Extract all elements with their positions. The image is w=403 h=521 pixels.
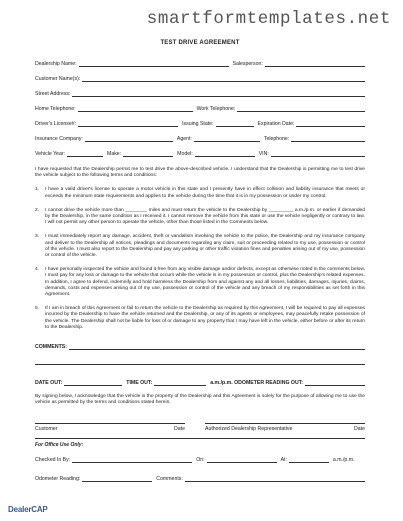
drivers-license-field[interactable] <box>78 121 178 127</box>
vin-label: VIN: <box>258 151 269 157</box>
term-item-1 <box>35 187 365 199</box>
date-out-field[interactable] <box>64 380 122 386</box>
row-license <box>35 112 365 127</box>
signature-row <box>35 418 365 432</box>
customer-signature-field[interactable] <box>35 418 185 424</box>
customer-label: Customer <box>35 426 58 433</box>
term-item-3 <box>35 234 365 259</box>
vin-field[interactable] <box>271 151 365 157</box>
date-out-label: DATE OUT: <box>35 380 63 387</box>
expiration-date-label: Expiration Date: <box>257 121 295 127</box>
issuing-state-field[interactable] <box>216 121 254 127</box>
insurance-company-field[interactable] <box>85 136 173 142</box>
dealercap-logo: DealerCAP <box>8 505 48 514</box>
vehicle-year-label: Vehicle Year: <box>35 151 65 157</box>
row-address <box>35 82 365 97</box>
on-label: On: <box>196 457 205 464</box>
insurance-company-label: Insurance Company: <box>35 136 83 142</box>
customer-names-label: Customer Name(s): <box>35 76 81 82</box>
odometer-reading-field[interactable] <box>82 476 152 482</box>
row-comments-2 <box>35 350 365 365</box>
at-label: At: <box>280 457 287 464</box>
vehicle-year-field[interactable] <box>67 151 103 157</box>
expiration-date-field[interactable] <box>296 121 365 127</box>
watermark: smartformtemplates.net <box>146 9 391 29</box>
home-telephone-label: Home Telephone: <box>35 106 76 112</box>
term-number: 5. <box>35 306 40 312</box>
salesperson-label: Salesperson: <box>232 61 263 67</box>
term-text: I have personally inspected the vehicle and found it free from any visible damage and/or defects, except as otherwise noted in the comments below. I must pay for any loss or damage to the vehicle that occurs while the vehicle is in my possession or control, plus the Dealership's related expenses. In addition, I agree to defend, indemnify and hold harmless the Dealership from and against any and all losses, liabilities, damages, injuries, claims, demands, costs and expenses arising out of my use, possession or control of the vehicle and any breach of my responsibilities as set forth in this Agreement. <box>45 267 365 298</box>
home-telephone-field[interactable] <box>78 106 193 112</box>
row-telephone <box>35 97 365 112</box>
term-number: 4. <box>35 267 40 273</box>
comments-field[interactable] <box>69 344 365 350</box>
customer-signature <box>35 418 185 432</box>
intro-paragraph: I have requested that the Dealership permit me to test drive the above-described vehicle. I understand that the Dealership is permitting me to test drive the vehicle subject to the following terms and conditions: <box>35 167 365 179</box>
street-address-label: Street Address: <box>35 91 71 97</box>
rep-signature <box>205 418 365 432</box>
term-text: I cannot drive the vehicle more than ________ miles and must return the vehicle to the Dealership by _________ a.m./p.m. or earlier if demanded by the Dealership, in the same condition as I received it. I cannot remove the vehicle from this state or use the vehicle negligently or contrary to law. I will not permit any other person to operate the vehicle, other than those listed in the Comments below. <box>45 207 365 226</box>
on-field[interactable] <box>207 457 277 463</box>
odometer-out-label: a.m./p.m. ODOMETER READING OUT: <box>210 380 304 387</box>
odometer-out-field[interactable] <box>305 380 365 386</box>
office-ampm-label: a.m./p.m. <box>332 457 355 464</box>
model-field[interactable] <box>195 151 255 157</box>
time-out-field[interactable] <box>154 380 206 386</box>
checked-in-field[interactable] <box>72 457 192 463</box>
term-text: I have a valid driver's license to operate a motor vehicle in this state and I presently have in effect collision and liability insurance that meets or exceeds the minimum state requirements and applies to the vehicle during the time that it is in my possession or under my control. <box>45 187 365 199</box>
term-number: 1. <box>35 187 40 193</box>
telephone-field[interactable] <box>291 136 365 142</box>
row-checked-in <box>35 448 365 463</box>
customer-names-field[interactable] <box>82 76 365 82</box>
issuing-state-label: Issuing State: <box>182 121 214 127</box>
form-page <box>35 40 365 482</box>
work-telephone-label: Work Telephone: <box>196 106 236 112</box>
office-heading: For Office Use Only: <box>35 442 84 449</box>
term-text: I must immediately report any damage, accident, theft or vandalism involving the vehicle to the police, the Dealership and my insurance company and deliver to the Dealership all notices, pleadings and documents regarding any claim, suit or proceeding related to my use, possession or control of the vehicle. I must also report to the Dealership and pay any parking or other traffic violation fines and penalties arising out of my use, possession or control of the vehicle. <box>45 234 365 259</box>
odometer-reading-label: Odometer Reading: <box>35 476 81 483</box>
agent-field[interactable] <box>194 136 260 142</box>
rep-label: Authorized Dealership Representative <box>205 426 293 433</box>
telephone-label: Telephone: <box>263 136 290 142</box>
make-label: Make: <box>107 151 122 157</box>
model-label: Model: <box>177 151 193 157</box>
rep-signature-field[interactable] <box>205 418 365 424</box>
row-date-out <box>35 371 365 386</box>
at-field[interactable] <box>289 457 329 463</box>
agent-label: Agent: <box>176 136 192 142</box>
salesperson-field[interactable] <box>265 61 365 67</box>
dealership-name-field[interactable] <box>79 61 229 67</box>
customer-date-label: Date <box>174 426 185 433</box>
row-dealership <box>35 52 365 67</box>
row-customer <box>35 67 365 82</box>
row-comments <box>35 335 365 350</box>
row-insurance <box>35 127 365 142</box>
make-field[interactable] <box>123 151 173 157</box>
office-section <box>35 438 365 482</box>
time-out-label: TIME OUT: <box>126 380 153 387</box>
term-item-5 <box>35 306 365 331</box>
row-odometer <box>35 467 365 482</box>
term-text: If I am in breach of this Agreement or fail to return the vehicle to the Dealership as required by this Agreement, I will be required to pay all expenses incurred by the Dealership to have the vehicle returned and the Dealership, or any of its agents or employees, may peacefully retake possession of the vehicle. The Dealership shall not be liable for loss of or damage to any property that I may have left in the vehicle, either before or after its return to the Dealership. <box>45 306 365 330</box>
office-comments-label: Comments: <box>156 476 183 483</box>
street-address-field[interactable] <box>72 91 365 97</box>
office-comments-field[interactable] <box>185 476 365 482</box>
term-item-4 <box>35 267 365 298</box>
work-telephone-field[interactable] <box>237 106 365 112</box>
comments-field-line-2[interactable] <box>35 359 365 365</box>
dealership-name-label: Dealership Name: <box>35 61 77 67</box>
term-item-2 <box>35 208 365 227</box>
comments-label: COMMENTS: <box>35 344 67 351</box>
term-number: 2. <box>35 207 40 213</box>
term-number: 3. <box>35 234 40 240</box>
drivers-license-label: Driver's License#: <box>35 121 77 127</box>
form-title: TEST DRIVE AGREEMENT <box>160 40 240 46</box>
signing-paragraph: By signing below, I acknowledge that the vehicle is the property of the Dealership and this Agreement is solely for the purpose of allowing me to use the vehicle as permitted by the terms and conditions stated herein. <box>35 394 365 406</box>
checked-in-label: Checked In By: <box>35 457 71 464</box>
row-vehicle <box>35 142 365 157</box>
rep-date-label: Date <box>354 426 365 433</box>
